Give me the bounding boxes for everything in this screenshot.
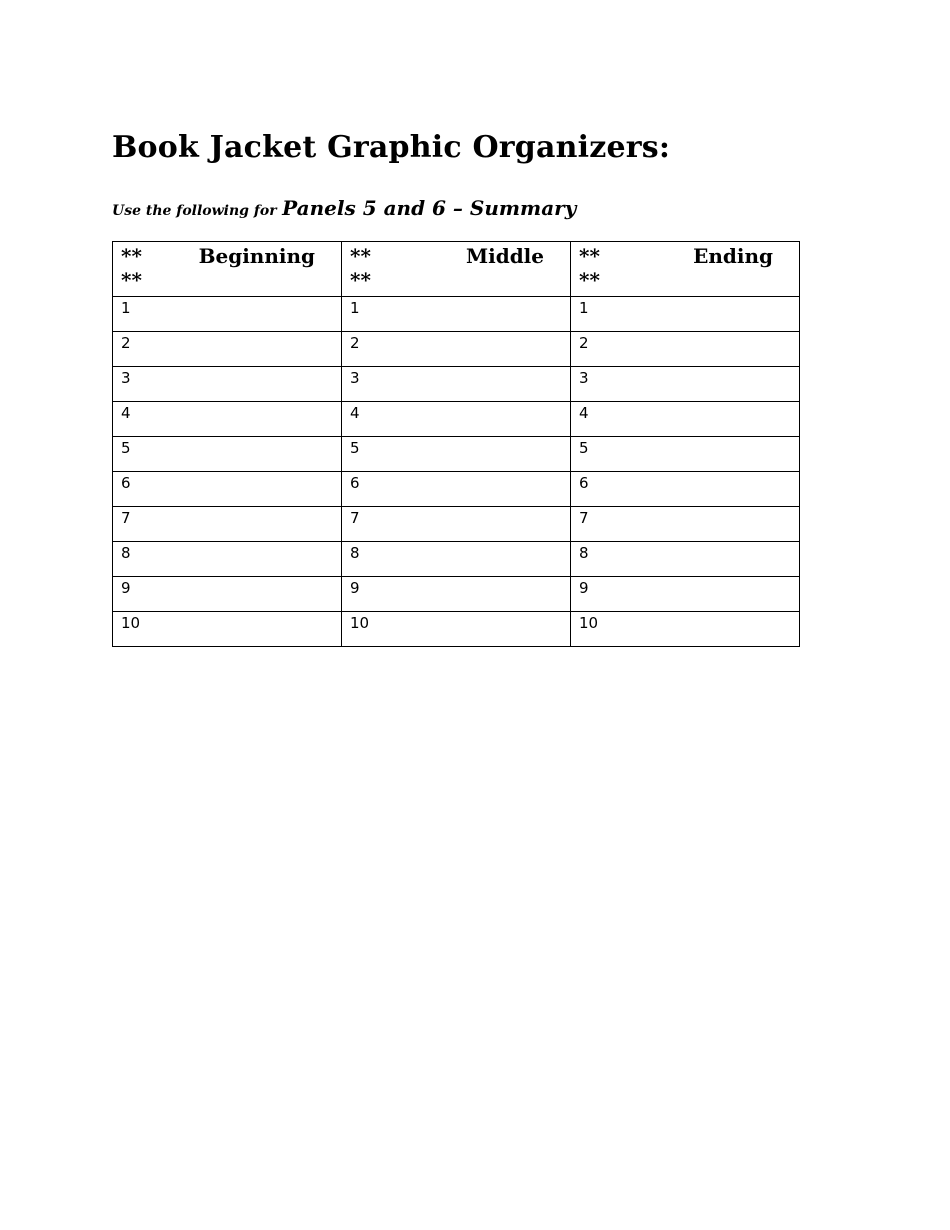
table-header-row xyxy=(113,242,800,297)
table-row xyxy=(113,612,800,647)
header-marker: ** xyxy=(350,244,371,268)
header-marker: ** xyxy=(579,244,600,268)
subtitle-prefix: Use the following for xyxy=(112,203,277,219)
table-cell[interactable]: 1 xyxy=(571,297,800,332)
table-cell[interactable]: 4 xyxy=(113,402,342,437)
table-cell[interactable]: 6 xyxy=(342,472,571,507)
table-cell[interactable]: 8 xyxy=(342,542,571,577)
table-cell[interactable]: 7 xyxy=(342,507,571,542)
table-cell[interactable]: 4 xyxy=(342,402,571,437)
table-row xyxy=(113,507,800,542)
table-cell[interactable]: 2 xyxy=(342,332,571,367)
header-label: Beginning xyxy=(198,244,315,268)
table-row xyxy=(113,402,800,437)
table-cell[interactable]: 6 xyxy=(571,472,800,507)
column-header-middle xyxy=(342,242,571,297)
page-title: Book Jacket Graphic Organizers: xyxy=(112,130,671,165)
column-header-beginning xyxy=(113,242,342,297)
table-cell[interactable]: 5 xyxy=(113,437,342,472)
table-cell[interactable]: 1 xyxy=(113,297,342,332)
table-cell[interactable]: 1 xyxy=(342,297,571,332)
table-cell[interactable]: 3 xyxy=(571,367,800,402)
table-cell[interactable]: 2 xyxy=(113,332,342,367)
summary-organizer-table xyxy=(112,241,800,647)
table-cell[interactable]: 10 xyxy=(571,612,800,647)
table-row xyxy=(113,367,800,402)
table-cell[interactable]: 9 xyxy=(571,577,800,612)
table-cell[interactable]: 9 xyxy=(342,577,571,612)
table-row xyxy=(113,472,800,507)
subtitle-main: Panels 5 and 6 – Summary xyxy=(282,196,577,220)
table-cell[interactable]: 3 xyxy=(113,367,342,402)
table-cell[interactable]: 10 xyxy=(342,612,571,647)
header-marker: ** xyxy=(121,244,142,268)
table-cell[interactable]: 9 xyxy=(113,577,342,612)
table-cell[interactable]: 8 xyxy=(113,542,342,577)
table-row xyxy=(113,332,800,367)
table-row xyxy=(113,297,800,332)
table-cell[interactable]: 7 xyxy=(571,507,800,542)
header-marker-end: ** xyxy=(350,268,371,292)
table-row xyxy=(113,437,800,472)
header-marker-end: ** xyxy=(579,268,600,292)
table-cell[interactable]: 10 xyxy=(113,612,342,647)
header-marker-end: ** xyxy=(121,268,142,292)
table-cell[interactable]: 2 xyxy=(571,332,800,367)
header-label: Middle xyxy=(465,244,544,268)
table-row xyxy=(113,577,800,612)
table-cell[interactable]: 7 xyxy=(113,507,342,542)
table-cell[interactable]: 6 xyxy=(113,472,342,507)
header-label: Ending xyxy=(693,244,773,268)
table-cell[interactable]: 5 xyxy=(571,437,800,472)
table-cell[interactable]: 3 xyxy=(342,367,571,402)
subtitle xyxy=(112,196,576,220)
column-header-ending xyxy=(571,242,800,297)
table-cell[interactable]: 8 xyxy=(571,542,800,577)
table-cell[interactable]: 4 xyxy=(571,402,800,437)
table-body xyxy=(113,297,800,647)
table-row xyxy=(113,542,800,577)
table-cell[interactable]: 5 xyxy=(342,437,571,472)
